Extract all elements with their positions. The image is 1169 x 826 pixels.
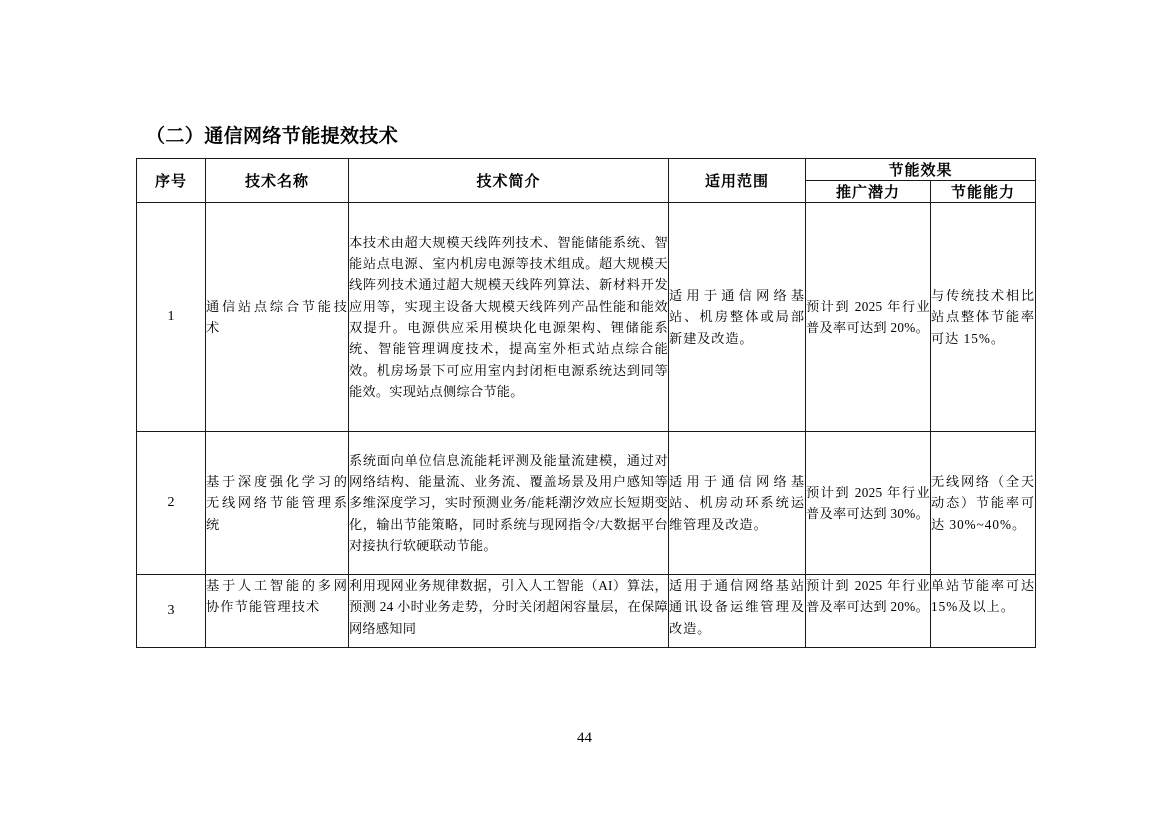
energy-saving-tech-table [136,158,1036,648]
table-row [137,432,1036,575]
row-tech-intro: 利用现网业务规律数据，引入人工智能（AI）算法，预测 24 小时业务走势，分时关闭超闲容量层，在保障网络感知同 [349,575,669,648]
column-header-tech-name: 技术名称 [206,159,349,203]
table-header [137,159,1036,203]
row-scope: 适用于通信网络基站、机房整体或局部新建及改造。 [669,203,806,432]
row-saving-capability: 单站节能率可达 15%及以上。 [931,575,1036,648]
column-header-tech-intro: 技术简介 [349,159,669,203]
column-header-index: 序号 [137,159,206,203]
row-tech-intro: 系统面向单位信息流能耗评测及能量流建模，通过对网络结构、能量流、业务流、覆盖场景及用户感知等多维深度学习，实时预测业务/能耗潮汐效应长短期变化，输出节能策略，同时系统与现网指令/大数据平台对接执行软硬联动节能。 [349,432,669,575]
row-promotion-potential: 预计到 2025 年行业普及率可达到 20%。 [806,203,931,432]
table-row [137,575,1036,648]
page-title: （二）通信网络节能提效技术 [146,126,399,147]
page-number: 44 [577,730,592,746]
row-index: 2 [137,432,206,575]
row-index: 1 [137,203,206,432]
row-promotion-potential: 预计到 2025 年行业普及率可达到 20%。 [806,575,931,648]
row-index: 3 [137,575,206,648]
column-header-promotion-potential: 推广潜力 [806,181,931,203]
row-promotion-potential: 预计到 2025 年行业普及率可达到 30%。 [806,432,931,575]
row-tech-name: 通信站点综合节能技术 [206,203,349,432]
table-row [137,203,1036,432]
row-saving-capability: 与传统技术相比站点整体节能率可达 15%。 [931,203,1036,432]
row-tech-intro: 本技术由超大规模天线阵列技术、智能储能系统、智能站点电源、室内机房电源等技术组成。超大规模天线阵列技术通过超大规模天线阵列算法、新材料开发应用等，实现主设备大规模天线阵列产品性能和能效双提升。电源供应采用模块化电源架构、锂储能系统、智能管理调度技术，提高室外柜式站点综合能效。机房场景下可应用室内封闭柜电源系统达到同等能效。实现站点侧综合节能。 [349,203,669,432]
column-header-scope: 适用范围 [669,159,806,203]
column-header-effect-group: 节能效果 [806,159,1036,181]
row-saving-capability: 无线网络（全天动态）节能率可达 30%~40%。 [931,432,1036,575]
row-tech-name: 基于人工智能的多网协作节能管理技术 [206,575,349,648]
row-scope: 适用于通信网络基站通讯设备运维管理及改造。 [669,575,806,648]
column-header-saving-capability: 节能能力 [931,181,1036,203]
row-tech-name: 基于深度强化学习的无线网络节能管理系统 [206,432,349,575]
row-scope: 适用于通信网络基站、机房动环系统运维管理及改造。 [669,432,806,575]
table-header-row-1 [137,159,1036,181]
